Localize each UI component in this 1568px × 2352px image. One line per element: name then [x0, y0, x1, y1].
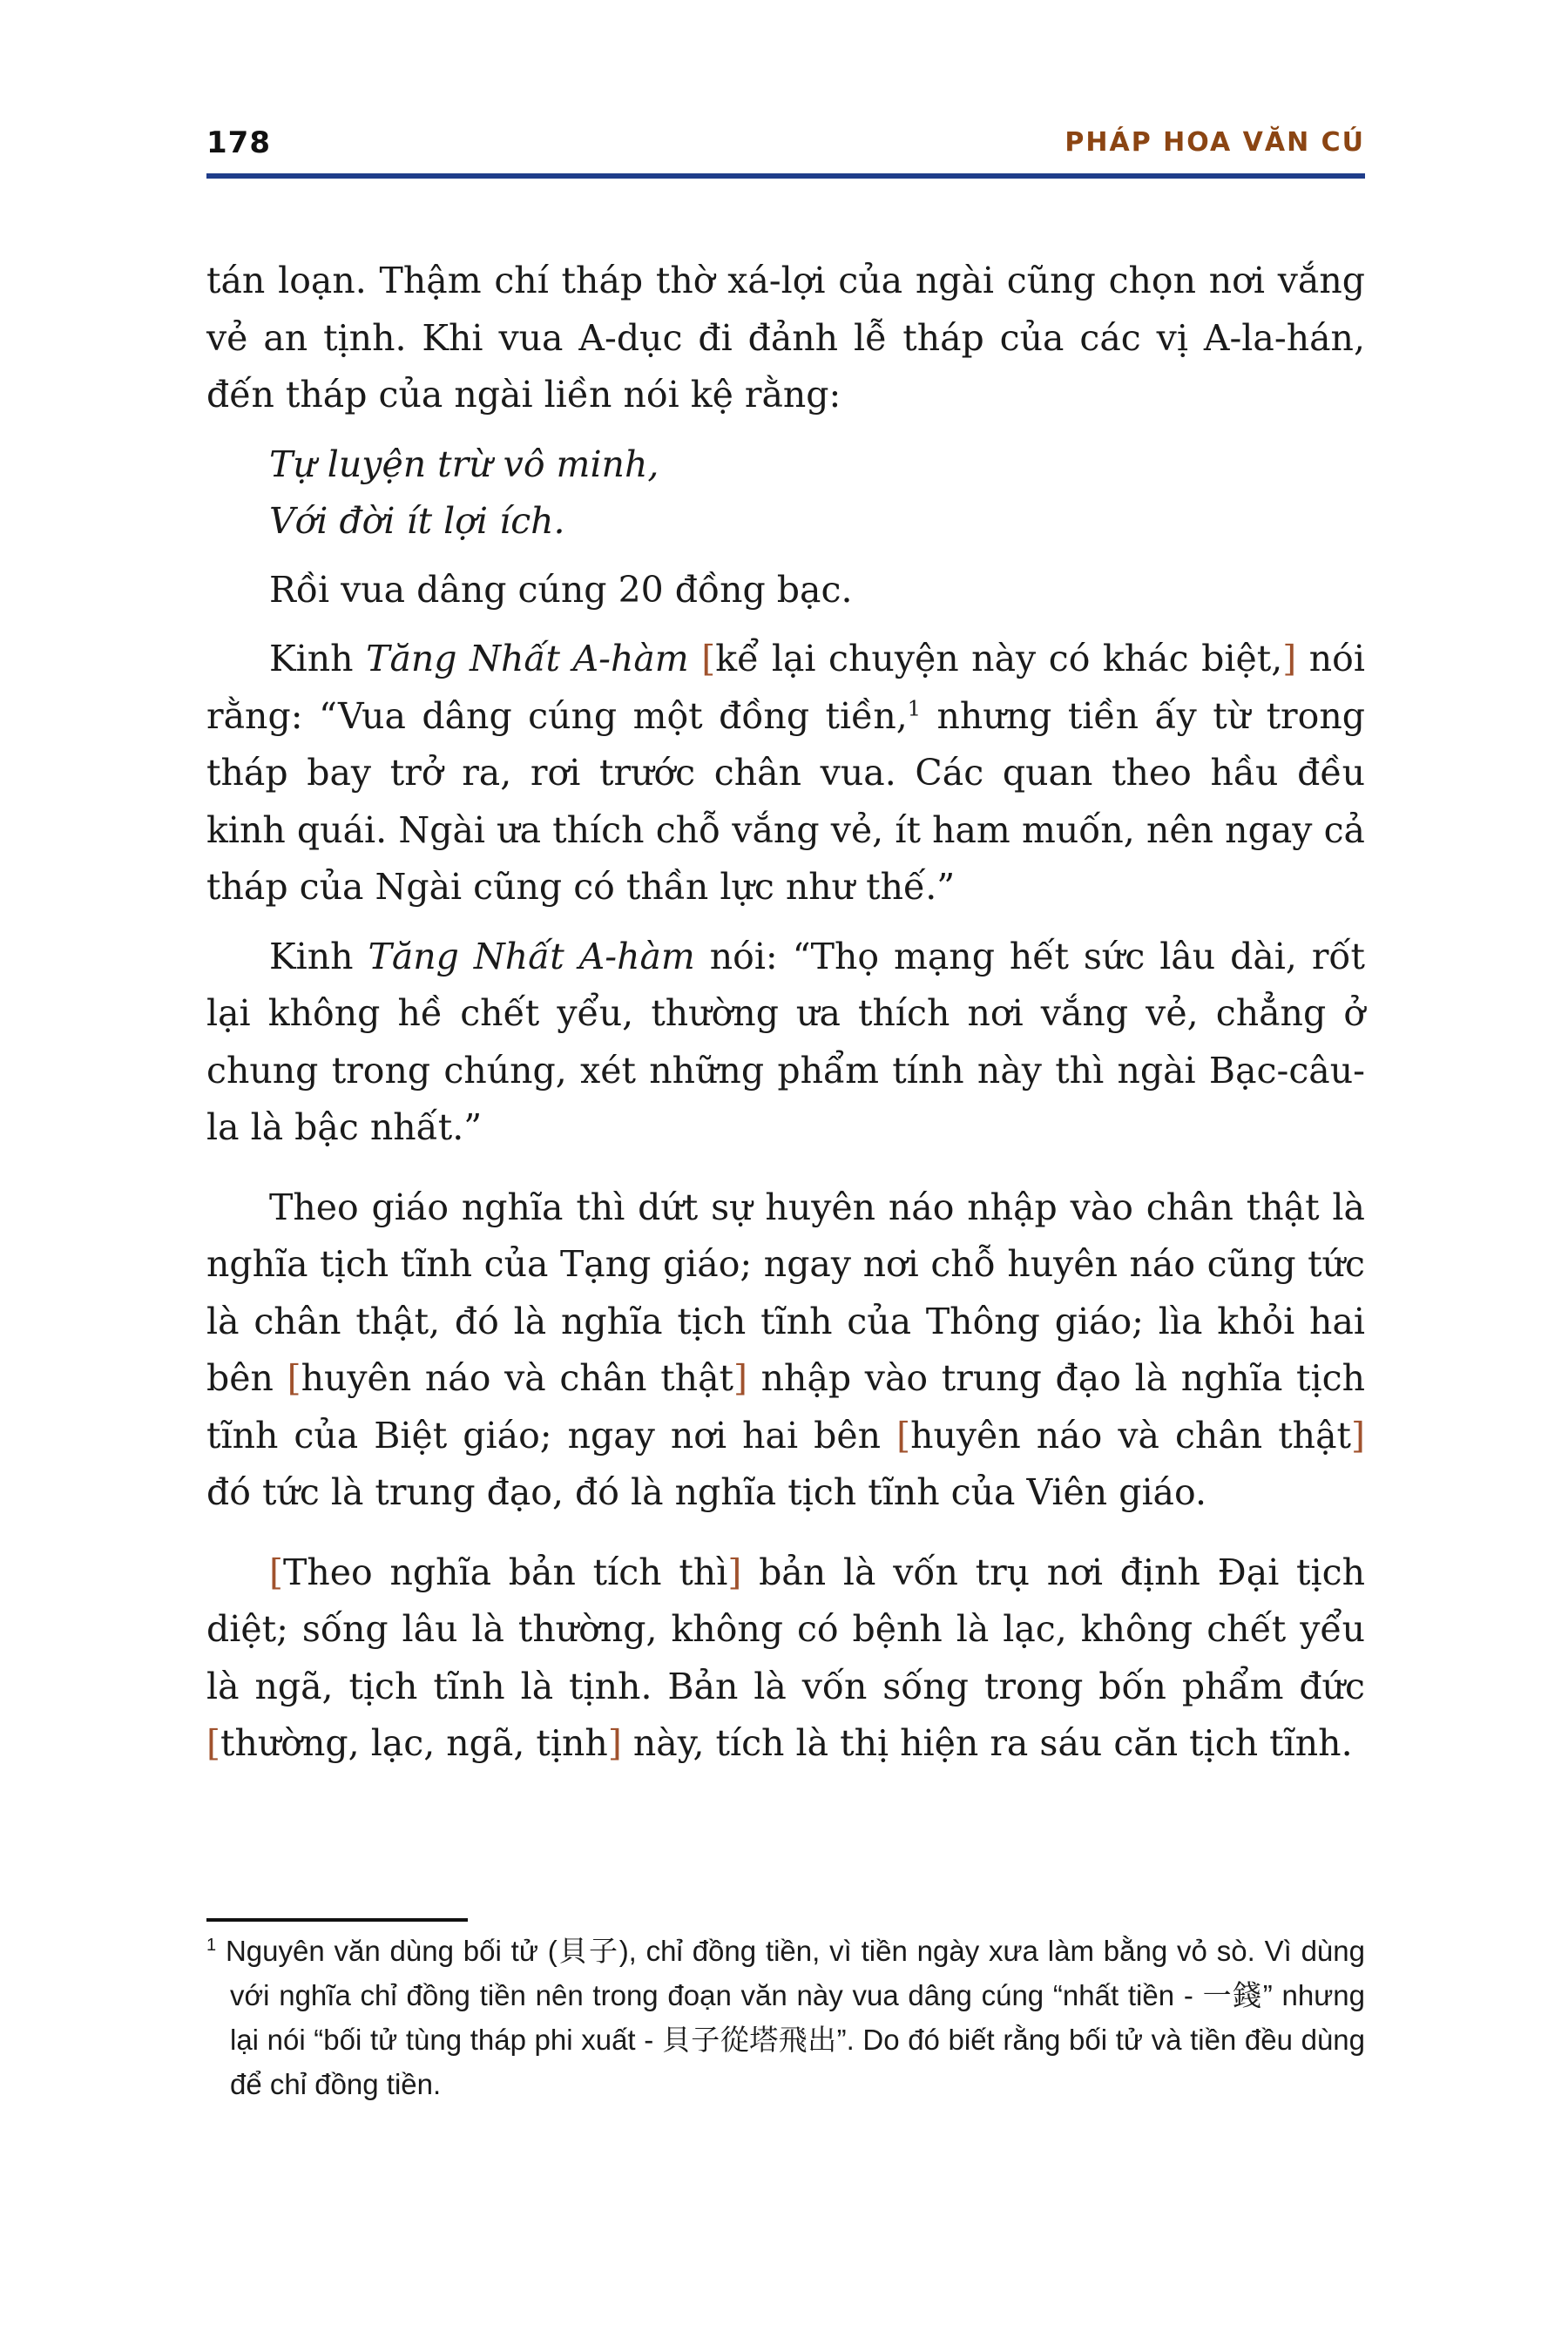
body-text: [206, 253, 1365, 1785]
text: Kinh: [269, 638, 367, 679]
footnote-text: Nguyên văn dùng bối tử (貝子), chỉ đồng tiền, vì tiền ngày xưa làm bằng vỏ sò. Vì dùng với nghĩa chỉ đồng tiền nên trong đoạn văn này vua dâng cúng “nhất tiền - 一錢” nhưng lại nói “bối tử tùng tháp phi xuất - 貝子從塔飛出”. Do đó biết rằng bối tử và tiền đều dùng để chỉ đồng tiền.: [216, 1935, 1365, 2100]
text: này, tích là thị hiện ra sáu căn tịch tĩnh.: [621, 1722, 1353, 1764]
bracket-open: [: [701, 638, 716, 679]
text: Theo giáo nghĩa thì dứt sự huyên náo nhập vào chân thật là nghĩa tịch tĩnh của Tạng giáo; ngay nơi chỗ huyên náo cũng tức là chân thật, đó là nghĩa tịch tĩnh của Thông giáo; lìa khỏi hai bên: [206, 1186, 1365, 1399]
bracket-open: [: [896, 1414, 911, 1456]
text: nói: “Thọ mạng hết sức lâu dài, rốt lại không hề chết yểu, thường ưa thích nơi vắng vẻ, chẳng ở chung trong chúng, xét những phẩm tính này thì ngài Bạc-câu-la là bậc nhất.”: [206, 935, 1365, 1148]
bracket-open: [: [269, 1551, 283, 1593]
verse-line-1: Tự luyện trừ vô minh,: [269, 443, 659, 485]
bracketed-text: huyên náo và chân thật: [301, 1357, 733, 1399]
running-title: PHÁP HOA VĂN CÚ: [1064, 127, 1365, 158]
bracket-close: ]: [733, 1357, 747, 1399]
verse-line-2: Với đời ít lợi ích.: [269, 499, 565, 542]
footnotes: [206, 1929, 1365, 2106]
text: Kinh: [269, 935, 368, 977]
text: nhập vào trung đạo là nghĩa tịch tĩnh của Biệt giáo; ngay nơi hai bên: [206, 1357, 1366, 1456]
paragraph-1: tán loạn. Thậm chí tháp thờ xá-lợi của ngài cũng chọn nơi vắng vẻ an tịnh. Khi vua A-dục đi đảnh lễ tháp của các vị A-la-hán, đến tháp của ngài liền nói kệ rằng:: [206, 260, 1365, 416]
bracketed-text: kể lại chuyện này có khác biệt,: [715, 638, 1283, 679]
bracketed-text: huyên náo và chân thật: [910, 1414, 1352, 1456]
footnote-number: 1: [206, 1936, 217, 1955]
page-header: [206, 122, 1365, 174]
bracket-close: ]: [727, 1551, 742, 1593]
header-rule: [206, 173, 1365, 179]
bracket-open: [: [206, 1722, 220, 1764]
sutra-title: Tăng Nhất A-hàm: [368, 935, 695, 977]
footnote-separator: [206, 1918, 468, 1922]
text: bản là vốn trụ nơi định Đại tịch diệt; sống lâu là thường, không có bệnh là lạc, không chết yểu là ngã, tịch tĩnh là tịnh. Bản là vốn sống trong bốn phẩm đức: [206, 1551, 1365, 1707]
paragraph-3: [206, 631, 1365, 916]
footnote-1: [206, 1929, 1365, 2106]
text: [689, 638, 702, 679]
paragraph-5: [206, 1179, 1365, 1522]
sutra-title: Tăng Nhất A-hàm: [366, 638, 689, 679]
bracket-close: ]: [607, 1722, 622, 1764]
text: nhưng tiền ấy từ trong tháp bay trở ra, rơi trước chân vua. Các quan theo hầu đều kinh quái. Ngài ưa thích chỗ vắng vẻ, ít ham muốn, nên ngay cả tháp của Ngài cũng có thần lực như thế.”: [206, 694, 1365, 908]
bracket-close: ]: [1351, 1414, 1366, 1456]
footnote-reference[interactable]: 1: [907, 695, 922, 720]
bracketed-text: thường, lạc, ngã, tịnh: [220, 1722, 608, 1764]
verse: [269, 436, 1365, 550]
text: nói rằng: “Vua dâng cúng một đồng tiền,: [206, 638, 1365, 737]
paragraph-6: [206, 1544, 1365, 1773]
paragraph-2: Rồi vua dâng cúng 20 đồng bạc.: [269, 568, 853, 611]
paragraph-4: [206, 929, 1365, 1157]
bracketed-text: Theo nghĩa bản tích thì: [283, 1551, 728, 1593]
bracket-close: ]: [1282, 638, 1297, 679]
text: đó tức là trung đạo, đó là nghĩa tịch tĩnh của Viên giáo.: [206, 1471, 1206, 1513]
page-number: 178: [206, 125, 271, 160]
bracket-open: [: [287, 1357, 301, 1399]
